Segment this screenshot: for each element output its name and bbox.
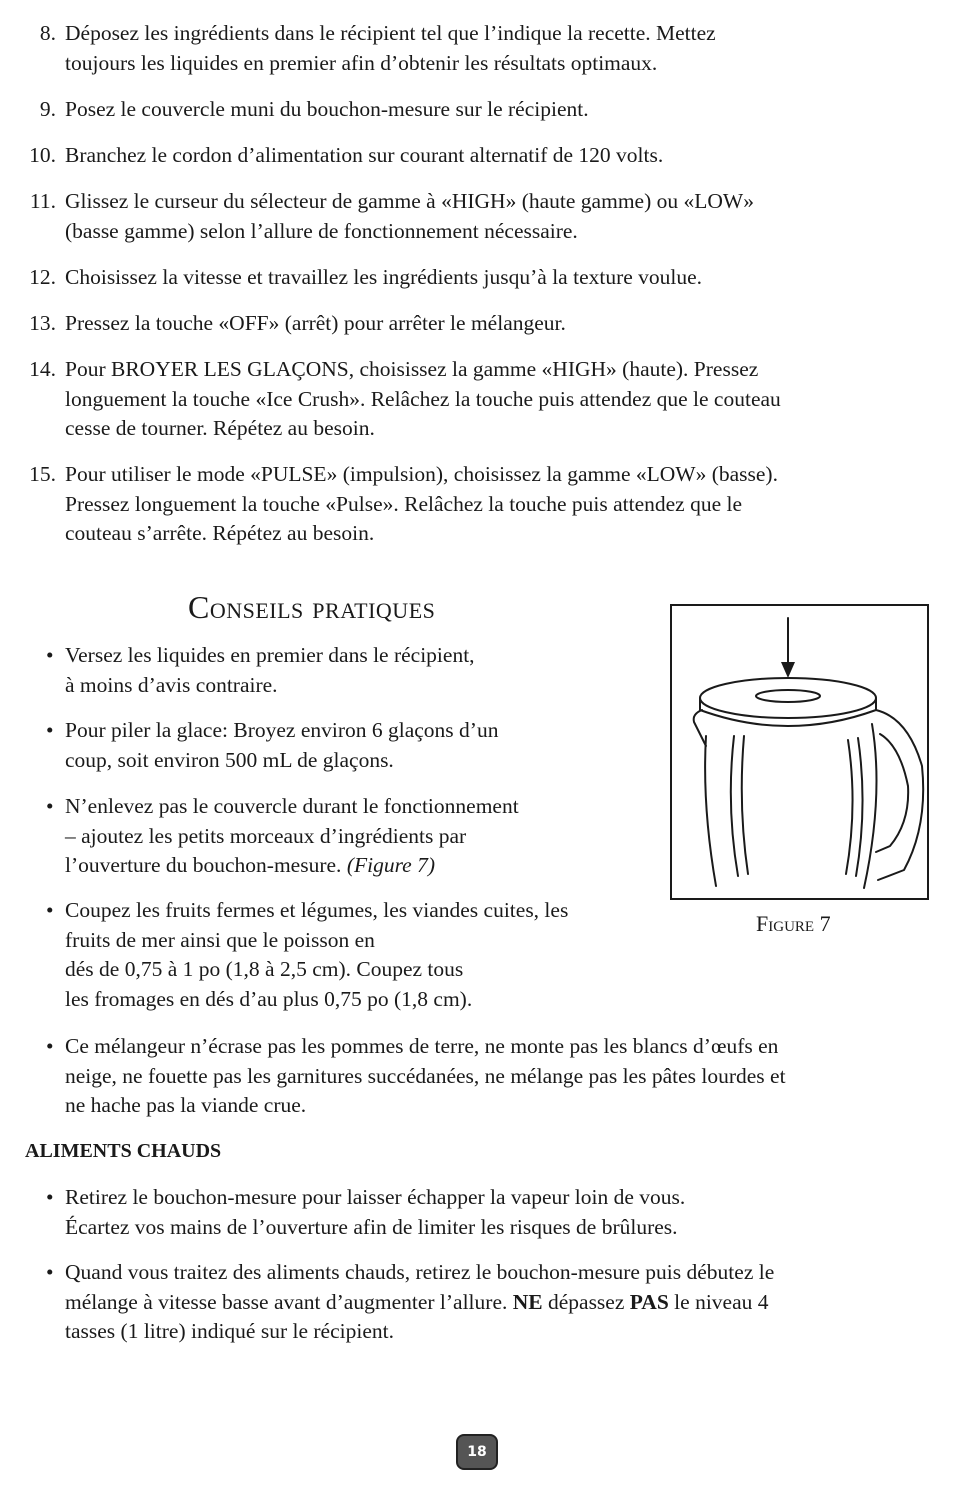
step-text: Glissez le curseur du sélecteur de gamme à «HIGH» (haute gamme) ou «LOW» (basse gamme) selon l’allure de fonctionnement nécessaire. (65, 189, 754, 243)
emphasis-pas: PAS (629, 1289, 669, 1314)
step-text: Posez le couvercle muni du bouchon-mesure sur le récipient. (65, 97, 589, 121)
tip-text: Coupez les fruits fermes et légumes, les viandes cuites, les fruits de mer ainsi que le poisson en dés de 0,75 à 1 po (1,8 à 2,5 cm). Coupez tous les fromages en dés d’au plus 0,75 po (1,8 cm). (65, 898, 569, 1011)
step-number: 11. (29, 189, 56, 213)
step-text: Branchez le cordon d’alimentation sur courant alternatif de 120 volts. (65, 143, 664, 167)
tip-text: N’enlevez pas le couvercle durant le fonctionnement – ajoutez les petits morceaux d’ingrédients par l’ouverture du bouchon-mesure. (Figure 7) (65, 794, 519, 877)
bullet: • (46, 1034, 54, 1058)
section-title-hot-foods: ALIMENTS CHAUDS (25, 1140, 222, 1162)
step-text: Pour BROYER LES GLAÇONS, choisissez la gamme «HIGH» (haute). Pressez longuement la touche «Ice Crush». Relâchez la touche puis attendez que le couteau cesse de tourner. Répétez au besoin. (65, 357, 781, 440)
hot-text: Retirez le bouchon-mesure pour laisser échapper la vapeur loin de vous. Écartez vos mains de l’ouverture afin de limiter les risques de brûlures. (65, 1185, 686, 1239)
step-number: 13. (29, 311, 56, 335)
arrow-head (781, 662, 795, 678)
tip-text: Versez les liquides en premier dans le récipient, à moins d’avis contraire. (65, 643, 475, 697)
step-number: 12. (29, 265, 56, 289)
step-number: 8. (39, 21, 56, 45)
figure-7-blender-lid (670, 604, 929, 900)
blender-jar-illustration (672, 606, 927, 898)
step-text: Pour utiliser le mode «PULSE» (impulsion), choisissez la gamme «LOW» (basse). Pressez longuement la touche «Pulse». Relâchez la touche puis attendez que le couteau s’arrête. Répétez au besoin. (65, 462, 778, 545)
step-number: 14. (29, 357, 56, 381)
tip-text: Pour piler la glace: Broyez environ 6 glaçons d’un coup, soit environ 500 mL de glaçons. (65, 718, 499, 772)
tip-text: Ce mélangeur n’écrase pas les pommes de terre, ne monte pas les blancs d’œufs en neige, ne fouette pas les garnitures succédanées, ne mélange pas les pâtes lourdes et ne hache pas la viande crue. (65, 1034, 786, 1117)
bullet: • (46, 794, 54, 818)
step-text: Choisissez la vitesse et travaillez les ingrédients jusqu’à la texture voulue. (65, 265, 703, 289)
step-number: 15. (29, 462, 56, 486)
step-text: Déposez les ingrédients dans le récipient tel que l’indique la recette. Mettez toujours les liquides en premier afin d’obtenir les résultats optimaux. (65, 21, 716, 75)
step-number: 9. (39, 97, 56, 121)
section-title-tips: Conseils pratiques (188, 589, 436, 625)
step-text: Pressez la touche «OFF» (arrêt) pour arrêter le mélangeur. (65, 311, 566, 335)
page-number-badge: 18 (456, 1434, 498, 1470)
bullet: • (46, 643, 54, 667)
step-number: 10. (29, 143, 56, 167)
emphasis-ne: NE (512, 1289, 543, 1314)
measuring-cap (756, 690, 820, 702)
figure-reference: (Figure 7) (346, 853, 435, 877)
bullet: • (46, 898, 54, 922)
lid-top (700, 678, 876, 718)
hot-text: Quand vous traitez des aliments chauds, retirez le bouchon-mesure puis débutez le mélange à vitesse basse avant d’augmenter l’allure. NE dépassez PAS le niveau 4 tasses (1 litre) indiqué sur le récipient. (65, 1260, 775, 1343)
bullet: • (46, 1260, 54, 1284)
bullet: • (46, 718, 54, 742)
bullet: • (46, 1185, 54, 1209)
figure-caption: Figure 7 (756, 911, 831, 936)
